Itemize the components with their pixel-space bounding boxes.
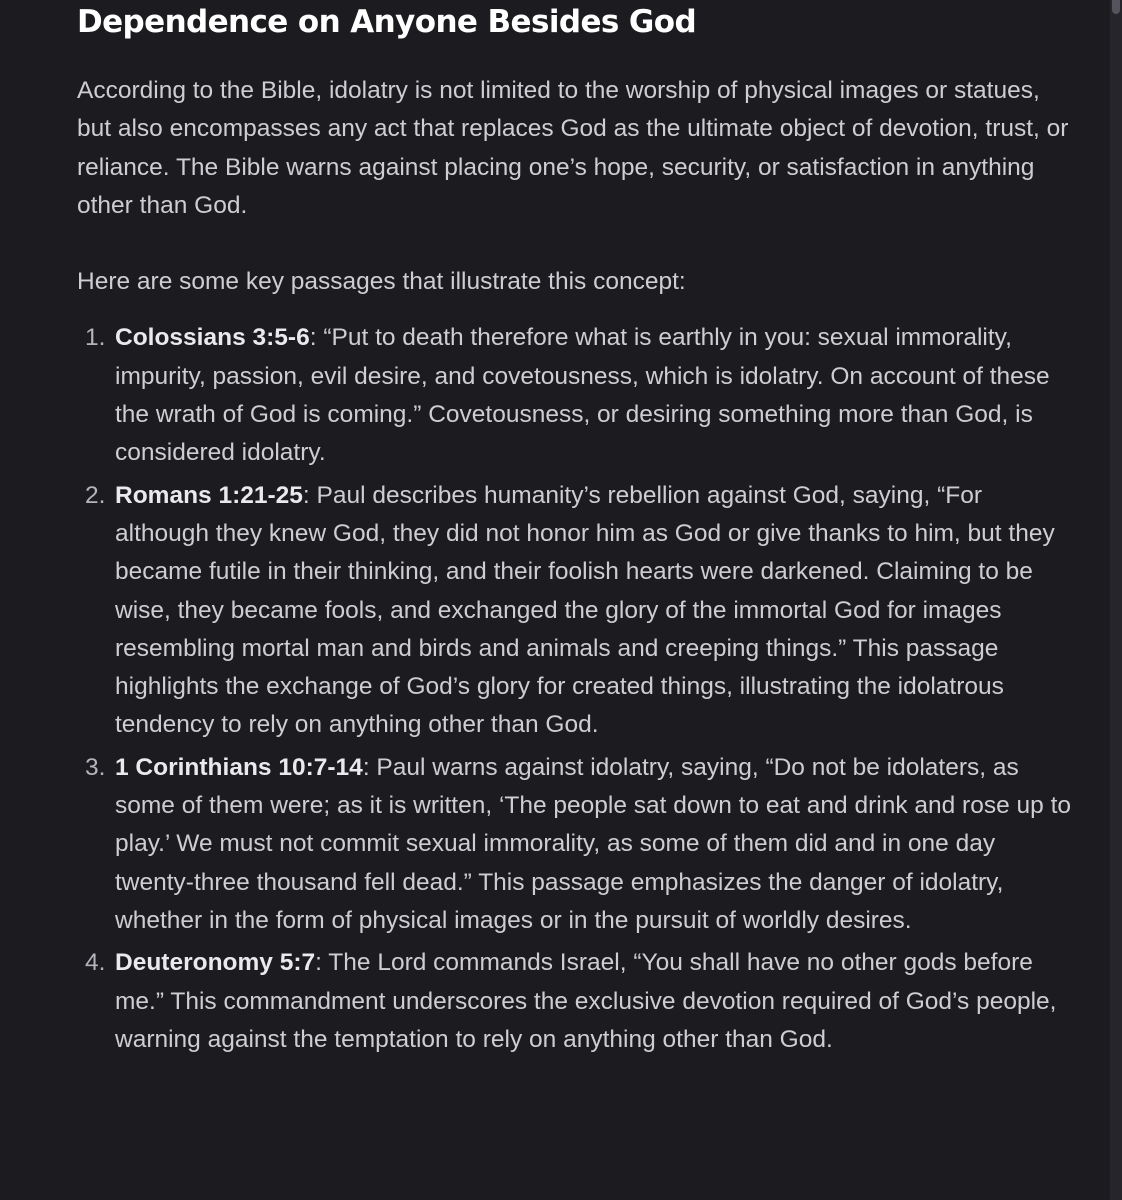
list-number: 2. — [85, 481, 106, 509]
scripture-reference: 1 Corinthians 10:7-14 — [115, 753, 363, 781]
list-item — [77, 944, 1073, 1059]
passage-text: : “Put to death therefore what is earthly in you: sexual immorality, impurity, passion, evil desire, and covetousness, which is idolatry. On account of these the wrath of God is coming.” Covetousness, or desiring something more than God, is considered idolatry. — [115, 324, 1050, 467]
list-number: 3. — [85, 753, 106, 781]
section-heading: Dependence on Anyone Besides God — [77, 4, 697, 40]
scripture-reference: Deuteronomy 5:7 — [115, 949, 316, 977]
response-content — [77, 0, 1077, 1063]
scrollbar-thumb[interactable] — [1112, 0, 1120, 14]
scripture-reference: Colossians 3:5-6 — [115, 324, 310, 352]
passage-list — [77, 319, 1077, 1059]
intro-paragraph: According to the Bible, idolatry is not limited to the worship of physical images or statues, but also encompasses any act that replaces God as the ultimate object of devotion, trust, or reliance. The Bible warns against placing one’s hope, security, or satisfaction in anything other than God. — [77, 77, 1069, 219]
scrollbar[interactable] — [1110, 0, 1122, 1200]
list-number: 4. — [85, 949, 106, 977]
scripture-reference: Romans 1:21-25 — [115, 481, 303, 509]
passage-text: : The Lord commands Israel, “You shall have no other gods before me.” This commandment underscores the exclusive devotion required of God’s people, warning against the temptation to rely on anything other than God. — [115, 949, 1057, 1053]
list-item — [77, 749, 1073, 940]
lead-paragraph: Here are some key passages that illustrate this concept: — [77, 268, 686, 296]
list-item — [77, 319, 1073, 472]
list-number: 1. — [85, 324, 106, 352]
list-item — [77, 477, 1073, 745]
passage-text: : Paul describes humanity’s rebellion against God, saying, “For although they knew God, they did not honor him as God or give thanks to him, but they became futile in their thinking, and their foolish hearts were darkened. Claiming to be wise, they became fools, and exchanged the glory of the immortal God for images resembling mortal man and birds and animals and creeping things.” This passage highlights the exchange of God’s glory for created things, illustrating the idolatrous tendency to rely on anything other than God. — [115, 481, 1055, 739]
passage-text: : Paul warns against idolatry, saying, “Do not be idolaters, as some of them were; as it is written, ‘The people sat down to eat and drink and rose up to play.’ We must not commit sexual immorality, as some of them did and in one day twenty-three thousand fell dead.” This passage emphasizes the danger of idolatry, whether in the form of physical images or in the pursuit of worldly desires. — [115, 753, 1072, 934]
